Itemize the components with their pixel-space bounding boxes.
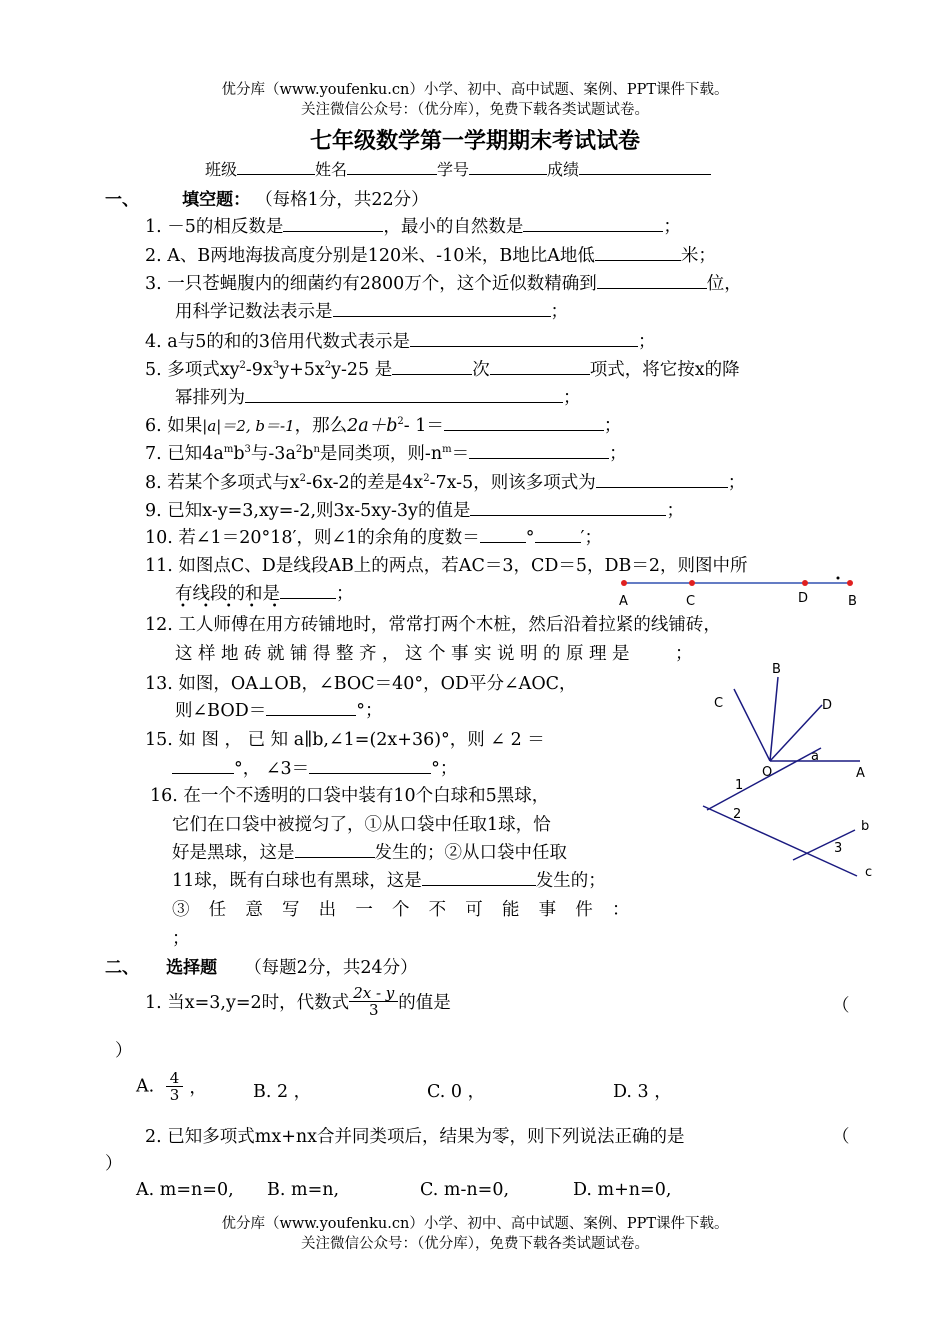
q13-blank[interactable] <box>266 699 356 716</box>
q11-text-a: 11. 如图点C、D是线段AB上的两点，若AC＝3，CD＝5，DB＝2，则图中所 <box>145 556 748 576</box>
q6-exp: 2 <box>397 416 404 428</box>
label-a: A <box>619 594 628 609</box>
q12-text-a: 12. 工人师傅在用方砖铺地时，常常打两个木桩，然后沿着拉紧的线铺砖， <box>145 615 721 635</box>
q2-text-a: 2. A、B两地海拔高度分别是120米、-10米，B地比A地低 <box>145 246 595 266</box>
q15-blank-2[interactable] <box>309 757 431 774</box>
q1-text-b: ，最小的自然数是 <box>383 217 524 237</box>
point-b <box>847 580 853 586</box>
q3-text-b: 位， <box>706 274 742 294</box>
class-label: 班级 <box>205 160 238 179</box>
section-1-score: （每格1分，共22分） <box>255 190 429 210</box>
mc2-paren-close: ） <box>105 1154 123 1174</box>
q16-text-c: 好是黑球，这是 <box>172 843 295 863</box>
q15-text-c: °； <box>431 759 458 779</box>
q11-text-b: 有线段的和是 <box>175 584 280 604</box>
mc1-option-b[interactable]: B. 2 ， <box>253 1082 312 1102</box>
q8-blank[interactable] <box>596 471 728 488</box>
mc-question-1 <box>145 985 451 1018</box>
question-8 <box>145 469 745 494</box>
emphasis-dot <box>837 577 840 580</box>
label-c: C <box>714 696 724 711</box>
q15-text-a: 15. 如 图 ， 已 知 a∥b,∠1=(2x+36)°，则 ∠ 2 ＝ <box>145 730 545 750</box>
header-line-1: 优分库（www.youfenku.cn）小学、初中、高中试题、案例、PPT课件下载。 <box>221 82 729 98</box>
label-angle-3: 3 <box>834 841 843 856</box>
segment-figure <box>612 570 862 610</box>
mc1-option-c[interactable]: C. 0 ， <box>427 1082 486 1102</box>
point-c <box>689 580 695 586</box>
mc1-paren-close: ） <box>115 1041 133 1061</box>
q2-blank[interactable] <box>595 244 681 261</box>
q7-text-b: b <box>233 444 245 464</box>
line-a <box>707 748 821 810</box>
question-5-cont <box>175 384 581 409</box>
q6-text-a: 6. 如果 <box>145 416 203 436</box>
q3-blank-2[interactable] <box>333 300 551 317</box>
q3-text-a: 3. 一只苍蝇腹内的细菌约有2800万个，这个近似数精确到 <box>145 274 597 294</box>
question-3-cont <box>175 298 568 323</box>
q5-text-g: 项式，将它按x的降 <box>589 360 740 380</box>
question-16-line-2 <box>172 811 551 836</box>
q3-text-d: ； <box>550 302 568 322</box>
q16-text-e: 11球，既有白球也有黑球，这是 <box>172 871 422 891</box>
mc1-option-a-denominator: 3 <box>169 1086 180 1104</box>
q6-condition: |a|＝2, b＝-1 <box>202 417 295 435</box>
mc1-option-d[interactable]: D. 3 ， <box>613 1082 672 1102</box>
label-b: b <box>861 819 870 834</box>
q5-text-c: y+5x <box>279 360 325 380</box>
label-angle-2: 2 <box>733 807 742 822</box>
q16-text-f: 发生的； <box>535 871 606 891</box>
mc2-paren-open[interactable]: （ <box>832 1127 850 1147</box>
mc1-text-a: 1. 当x=3,y=2时，代数式 <box>145 993 350 1013</box>
q10-text-end: ； <box>584 528 602 548</box>
header-line-2: 关注微信公众号：（优分库），免费下载各类试题试卷。 <box>301 102 649 118</box>
q5-blank-2[interactable] <box>490 358 590 375</box>
question-6 <box>145 412 621 437</box>
question-16 <box>150 782 549 807</box>
q13-text-b: 则∠BOD＝ <box>175 701 267 721</box>
question-16-line-3 <box>172 839 567 864</box>
q9-blank[interactable] <box>470 499 666 516</box>
q4-text-b: ； <box>637 332 656 352</box>
q5-text-f: 次 <box>472 360 490 380</box>
section-2-heading <box>105 953 418 979</box>
q5-blank-1[interactable] <box>392 358 472 375</box>
q8-exp-1: 2 <box>299 473 307 485</box>
question-1 <box>145 213 681 238</box>
section-2-number: 二、 <box>105 958 139 978</box>
question-7 <box>145 440 627 465</box>
question-16-line-5 <box>172 896 636 921</box>
q8-text-a: 8. 若某个多项式与x <box>145 473 300 493</box>
name-blank[interactable] <box>347 158 437 175</box>
label-c: C <box>686 594 696 609</box>
q5-exp-3: 2 <box>324 360 332 372</box>
mc1-text-b: 的值是 <box>398 993 451 1013</box>
q13-text-a: 13. 如图，OA⊥OB，∠BOC＝40°，OD平分∠AOC， <box>145 674 577 694</box>
line-b <box>793 830 855 860</box>
mc1-option-a-numerator: 4 <box>166 1070 184 1087</box>
q1-blank-2[interactable] <box>523 215 663 232</box>
question-15 <box>145 726 545 751</box>
score-blank[interactable] <box>579 158 711 175</box>
q4-blank[interactable] <box>410 330 638 347</box>
q7-text-f: 是同类项，则-n <box>319 444 443 464</box>
mc2-option-b[interactable]: B. m=n, <box>267 1180 340 1200</box>
q7-text-a: 7. 已知4a <box>145 444 224 464</box>
q6-expr: 2a＋b <box>347 416 398 436</box>
question-15-cont <box>172 755 457 780</box>
question-12-cont <box>175 640 698 665</box>
emphasis-dots: ••••• <box>180 601 295 612</box>
label-a: A <box>856 766 865 781</box>
mc2-text-a: 2. 已知多项式mx+nx合并同类项后，结果为零，则下列说法正确的是 <box>145 1127 685 1147</box>
question-2 <box>145 242 716 267</box>
q5-exp-2: 3 <box>272 360 280 372</box>
point-a <box>621 580 627 586</box>
q7-exp-3: 2 <box>295 444 303 456</box>
question-13 <box>145 670 577 695</box>
q1-text-a: 1. －5的相反数是 <box>145 217 284 237</box>
q16-text-b: 它们在口袋中被搅匀了，①从口袋中任取1球，恰 <box>172 815 551 835</box>
question-3 <box>145 270 742 295</box>
q7-exp-1: m <box>223 444 234 456</box>
mc1-option-a[interactable] <box>136 1070 207 1103</box>
page-title: 七年级数学第一学期期末考试试卷 <box>309 129 640 154</box>
q16-text-a: 16. 在一个不透明的口袋中装有10个白球和5黑球， <box>150 786 550 806</box>
q10-minute-sign: ′ <box>580 528 585 548</box>
info-line <box>205 157 711 180</box>
q12-text-c: ； <box>675 644 698 664</box>
q10-text-a: 10. 若∠1＝20°18′，则∠1的余角的度数＝ <box>145 528 480 548</box>
q9-text-a: 9. 已知x-y=3,xy=-2,则3x-5xy-3y的值是 <box>145 501 471 521</box>
mc2-option-a[interactable]: A. m=n=0, <box>136 1180 234 1200</box>
q7-exp-2: 3 <box>244 444 251 456</box>
q5-exp-1: 2 <box>239 360 246 372</box>
question-16-line-6 <box>172 925 190 950</box>
q16-blank-1[interactable] <box>295 841 375 858</box>
mc1-option-a-fraction <box>166 1070 184 1103</box>
q5-text-a: 5. 多项式xy <box>145 360 240 380</box>
q5-text-d: y-25 是 <box>331 360 393 380</box>
footer-line-1: 优分库（www.youfenku.cn）小学、初中、高中试题、案例、PPT课件下载。 <box>221 1216 729 1232</box>
mc2-option-d[interactable]: D. m+n=0, <box>573 1180 672 1200</box>
question-9 <box>145 497 684 522</box>
q5-text-i: ； <box>563 388 581 408</box>
question-12 <box>145 611 721 636</box>
q8-text-c: -7x-5，则该多项式为 <box>429 473 596 493</box>
q9-text-b: ； <box>666 501 684 521</box>
q11-blank[interactable] <box>280 582 336 599</box>
label-d: D <box>822 698 833 713</box>
mc2-option-c[interactable]: C. m-n=0, <box>420 1180 510 1200</box>
mc1-option-a-letter: A. <box>136 1076 155 1097</box>
question-16-line-4 <box>172 867 606 892</box>
mc-question-2 <box>145 1123 685 1148</box>
q7-exp-5: m <box>442 444 452 456</box>
label-a: a <box>811 749 819 764</box>
mc1-fraction <box>349 985 398 1018</box>
q6-text-c: ，那么 <box>294 416 348 436</box>
label-c: c <box>865 865 873 880</box>
q16-text-h: ； <box>172 929 190 949</box>
label-d: D <box>798 591 809 606</box>
section-2-score: （每题2分，共24分） <box>244 958 418 978</box>
mc1-denominator: 3 <box>368 1001 379 1019</box>
parallel-lines-figure <box>695 742 895 887</box>
q7-text-h: ； <box>609 444 627 464</box>
section-1-number: 一、 <box>105 190 139 210</box>
q11-text-c: ； <box>336 584 354 604</box>
q12-blank[interactable] <box>635 643 675 659</box>
q16-text-d: 发生的；②从口袋中任取 <box>374 843 567 863</box>
q10-blank-degrees[interactable] <box>480 526 526 543</box>
section-1-heading <box>105 185 429 211</box>
q6-text-g: ； <box>603 416 622 436</box>
q10-blank-minutes[interactable] <box>535 526 581 543</box>
score-label: 成绩 <box>547 160 580 179</box>
q1-blank-1[interactable] <box>283 215 383 232</box>
q6-text-f: - 1＝ <box>403 416 444 436</box>
q4-text-a: 4. a与5的和的3倍用代数式表示是 <box>145 332 410 352</box>
q7-text-c: 与-3a <box>250 444 296 464</box>
mc1-option-a-end: ， <box>189 1078 207 1098</box>
q3-blank-1[interactable] <box>597 272 707 289</box>
q15-text-b: °， ∠3＝ <box>234 759 310 779</box>
q8-text-b: -6x-2的差是4x <box>306 473 424 493</box>
class-blank[interactable] <box>237 158 315 175</box>
q5-text-b: -9x <box>245 360 273 380</box>
question-5 <box>145 356 740 381</box>
student-id-label: 学号 <box>437 160 470 179</box>
q8-exp-2: 2 <box>423 473 430 485</box>
section-2-label: 选择题 <box>166 958 218 978</box>
q1-text-c: ； <box>663 217 681 237</box>
q5-text-h: 幂排列为 <box>175 388 245 408</box>
q7-exp-4: n <box>313 444 320 456</box>
q12-text-b: 这样地砖就铺得整齐，这个事实说明的原理是 <box>175 644 635 664</box>
q6-blank[interactable] <box>444 414 604 431</box>
q10-degree-sign: ° <box>525 528 535 548</box>
footer-line-2: 关注微信公众号：（优分库），免费下载各类试题试卷。 <box>301 1236 649 1252</box>
point-d <box>802 580 808 586</box>
q13-text-c: °； <box>356 701 383 721</box>
name-label: 姓名 <box>315 160 348 179</box>
q8-text-d: ； <box>727 473 746 493</box>
q5-blank-3[interactable] <box>245 386 563 403</box>
q7-text-d: b <box>302 444 314 464</box>
q16-blank-2[interactable] <box>422 869 536 886</box>
section-1-label: 填空题： <box>182 190 251 210</box>
question-4 <box>145 328 655 353</box>
q7-blank[interactable] <box>469 442 609 459</box>
q7-text-g: ＝ <box>451 444 470 464</box>
label-o: O <box>762 765 773 780</box>
label-b: B <box>848 594 857 609</box>
label-angle-1: 1 <box>735 778 744 793</box>
mc1-numerator: 2x - y <box>349 985 398 1002</box>
q16-text-g: ③ 任 意 写 出 一 个 不 可 能 事 件 ： <box>172 900 637 920</box>
question-13-cont <box>175 697 382 722</box>
label-b: B <box>772 662 781 677</box>
q3-text-c: 用科学记数法表示是 <box>175 302 333 322</box>
question-10 <box>145 524 602 549</box>
mc1-paren-open[interactable]: （ <box>832 996 850 1016</box>
q15-blank-1[interactable] <box>172 757 234 774</box>
q2-text-b: 米； <box>680 246 716 266</box>
student-id-blank[interactable] <box>469 158 547 175</box>
